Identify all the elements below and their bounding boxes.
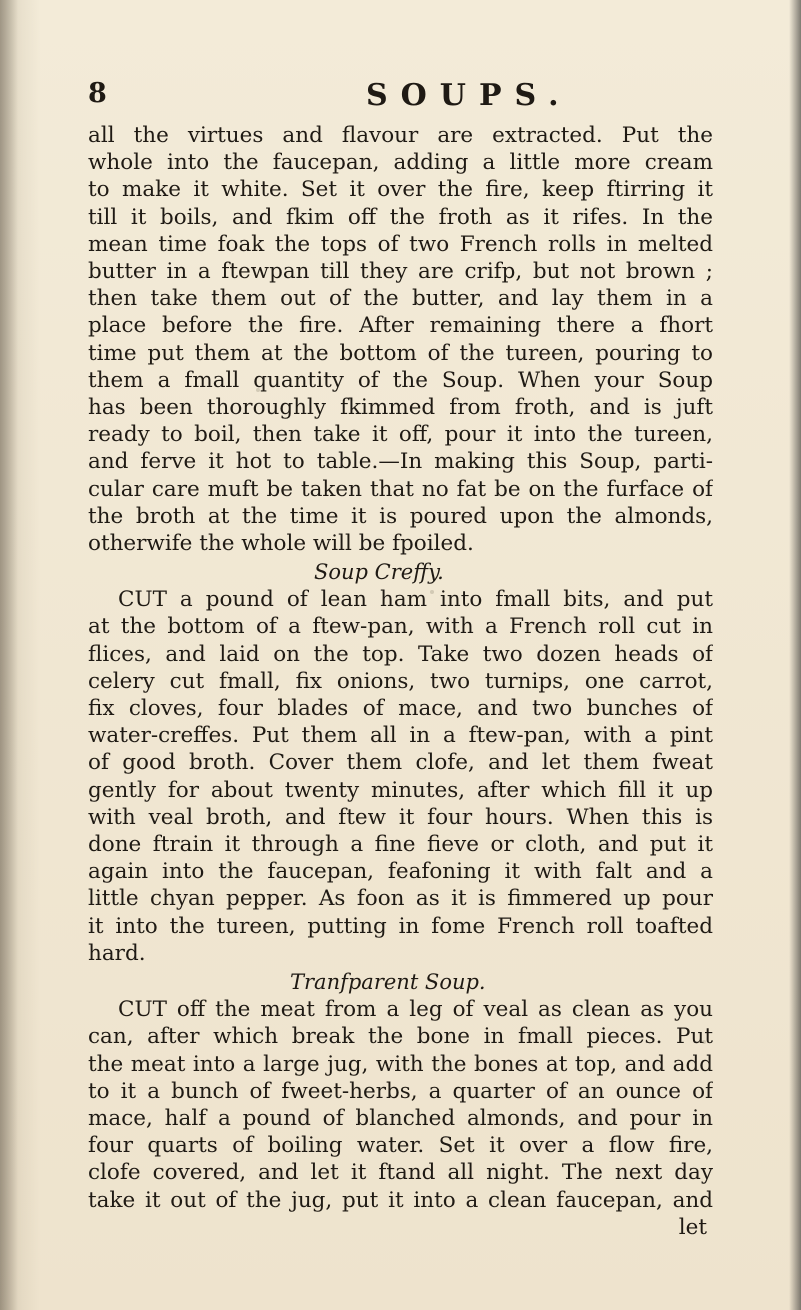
text-line: take it out of the jug, put it into a clean faucepan, and [88, 1187, 713, 1213]
text-line: to it a bunch of fweet-herbs, a quarter of an ounce of [88, 1078, 713, 1104]
paper-speck [430, 590, 434, 594]
text-line: gently for about twenty minutes, after which fill it up [88, 777, 713, 803]
running-title: SOUPS. [366, 78, 572, 113]
text-line: them a fmall quantity of the Soup. When your Soup [88, 367, 713, 393]
page-edge [789, 0, 801, 1310]
text-line: mace, half a pound of blanched almonds, and pour in [88, 1105, 713, 1131]
text-line: the broth at the time it is poured upon the almonds, [88, 503, 713, 529]
text-line: of good broth. Cover them clofe, and let them fweat [88, 750, 713, 776]
text-line: it into the tureen, putting in fome French roll toafted [88, 913, 713, 939]
text-line: has been thoroughly fkimmed from froth, and is juft [88, 395, 713, 421]
text-line: butter in a ftewpan till they are crifp, but not brown ; [88, 259, 713, 285]
text-line: mean time foak the tops of two French rolls in melted [88, 231, 713, 257]
text-line: otherwife the whole will be fpoiled. [88, 531, 474, 557]
page-number: 8 [88, 78, 108, 109]
recipe-heading-tranfparent-soup: Tranfparent Soup. [290, 970, 486, 995]
text-line: whole into the faucepan, adding a little more cream [88, 150, 713, 176]
text-line: ready to boil, then take it off, pour it into the tureen, [88, 422, 713, 448]
text-line: and ferve it hot to table.—In making this Soup, parti- [88, 449, 713, 475]
text-line: with veal broth, and ftew it four hours. When this is [88, 804, 713, 830]
text-line: CUT off the meat from a leg of veal as clean as you [118, 997, 713, 1023]
paper-speck [702, 1040, 706, 1044]
text-line: to make it white. Set it over the fire, keep ftirring it [88, 177, 713, 203]
text-line: can, after which break the bone in fmall pieces. Put [88, 1024, 713, 1050]
text-line: again into the faucepan, feafoning it with falt and a [88, 859, 713, 885]
paper-speck [256, 388, 260, 392]
text-line: at the bottom of a ftew-pan, with a French roll cut in [88, 614, 713, 640]
text-line: hard. [88, 940, 146, 966]
text-line: CUT a pound of lean ham into fmall bits, and put [118, 587, 713, 613]
page-header [88, 78, 698, 118]
text-line: celery cut fmall, fix onions, two turnips, one carrot, [88, 668, 713, 694]
text-line: clofe covered, and let it ftand all night. The next day [88, 1160, 713, 1186]
page-body [88, 122, 713, 1241]
text-line: fix cloves, four blades of mace, and two bunches of [88, 696, 713, 722]
recipe-paragraph-soup-creffy [88, 586, 713, 967]
text-line: all the virtues and flavour are extracted. Put the [88, 123, 713, 148]
text-line: flices, and laid on the top. Take two dozen heads of [88, 641, 713, 667]
recipe-paragraph-tranfparent-soup [88, 996, 713, 1214]
text-line: four quarts of boiling water. Set it over a flow fire, [88, 1133, 713, 1159]
text-line: then take them out of the butter, and lay them in a [88, 286, 713, 312]
paragraph-continuation [88, 122, 713, 557]
text-line: little chyan pepper. As foon as it is fimmered up pour [88, 886, 713, 912]
text-line: water-creffes. Put them all in a ftew-pan, with a pint [88, 723, 713, 749]
text-line: place before the fire. After remaining there a fhort [88, 313, 713, 339]
gutter-shadow [0, 0, 18, 1310]
catchword: let [678, 1214, 707, 1240]
recipe-heading-soup-creffy: Soup Creffy. [314, 560, 444, 585]
text-line: done ftrain it through a fine fieve or cloth, and put it [88, 832, 713, 858]
text-line: time put them at the bottom of the tureen, pouring to [88, 340, 713, 366]
text-line: cular care muft be taken that no fat be on the furface of [88, 476, 713, 502]
text-line: the meat into a large jug, with the bones at top, and add [88, 1051, 713, 1077]
text-line: till it boils, and fkim off the froth as it rifes. In the [88, 204, 713, 230]
